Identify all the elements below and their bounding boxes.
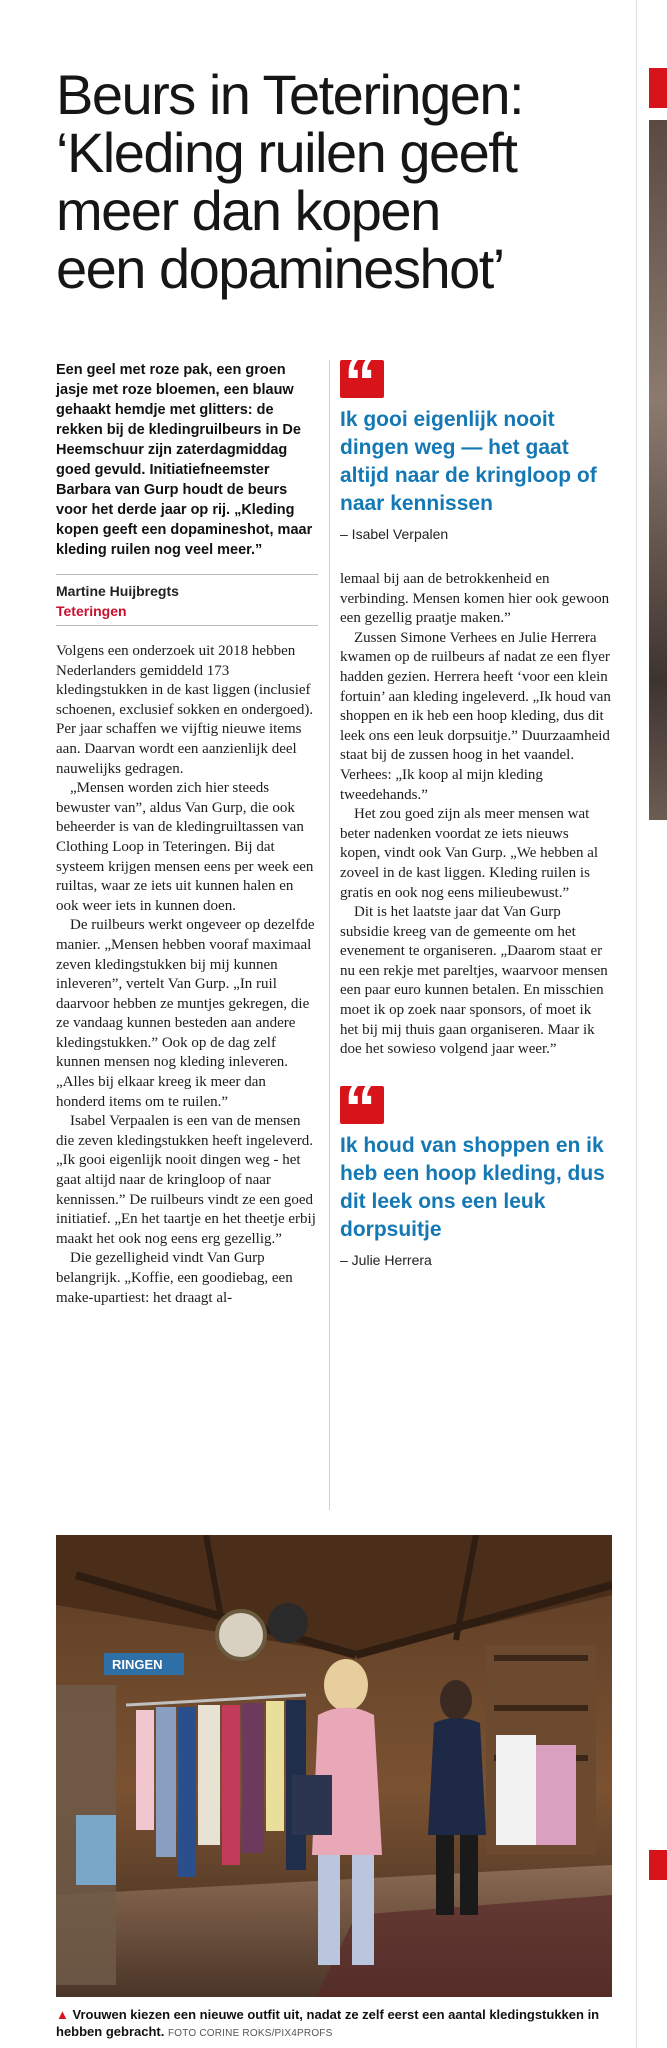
pull-quote-1 [340, 346, 612, 542]
adjacent-red-block [649, 1850, 667, 1880]
caption-text: Vrouwen kiezen een nieuwe outfit uit, nadat ze zelf eerst een aantal kledingstukken in hebben gebracht. [56, 2007, 600, 2039]
body-right [340, 570, 612, 1060]
body-paragraph: Het zou goed zijn als meer mensen wat beter nadenken voordat ze iets nieuws kopen, vindt ook Van Gurp. „We hebben al zoveel in de kast liggen. Kleding ruilen is gratis en ook nog eens milieubewust.” [340, 806, 599, 901]
body-paragraph: Volgens een onderzoek uit 2018 hebben Nederlanders gemiddeld 173 kledingstukken in de kast liggen (inclusief schoenen, exclusief sokken en ondergoed). Per jaar schaffen we vijftig nieuwe items aan. Daarvan wordt een aanzienlijk deel nauwelijks gedragen. [56, 643, 314, 777]
pull-quote-2 [340, 1071, 612, 1268]
pull-quote-attribution: – Julie Herrera [340, 1251, 432, 1268]
quote-mark-icon: “ [340, 1086, 384, 1124]
triangle-icon: ▲ [56, 2007, 69, 2022]
article-header [56, 63, 612, 300]
adjacent-photo [649, 120, 667, 820]
pull-quote-attribution: – Isabel Verpalen [340, 526, 449, 542]
photo-sign-text: RINGEN [112, 1657, 163, 1672]
quote-mark-icon: “ [340, 360, 384, 398]
body-paragraph: Die gezelligheid vindt Van Gurp belangrijk. „Koffie, een goodiebag, een make-upartiest: het draagt al- [56, 1250, 293, 1306]
body-paragraph: lemaal bij aan de betrokkenheid en verbinding. Mensen komen hier ook gewoon een gezellig praatje maken.” [340, 571, 610, 627]
photo-illustration [56, 1535, 612, 1997]
body-left [56, 642, 318, 1308]
author-name: Martine Huijbregts [56, 583, 179, 599]
dateline-location: Teteringen [56, 603, 318, 626]
body-paragraph: Dit is het laatste jaar dat Van Gurp subsidie kreeg van de gemeente om het evenement te organiseren. „Daarom staat er nu een rekje met pareltjes, waarvoor mensen een paar euro kunnen betalen. En misschien moet ik op zoek naar sponsors, of moet ik het bij mij thuis gaan organiseren. Maar ik doe het sowieso volgend jaar weer.” [340, 904, 608, 1058]
photo-credit: FOTO CORINE ROKS/PIX4PROFS [167, 2028, 333, 2039]
column-divider [329, 360, 330, 1510]
right-column [340, 346, 612, 1278]
pull-quote-text: Ik gooi eigenlijk nooit dingen weg — het gaat altijd naar de kringloop of naar kennissen [340, 408, 597, 515]
photo-caption [56, 2006, 616, 2042]
left-column [56, 360, 318, 1308]
body-paragraph: De ruilbeurs werkt ongeveer op dezelfde manier. „Mensen hebben vooraf maximaal zeven kledingstukken bij mij kunnen inleveren”, vertelt Van Gurp. „In ruil daarvoor hebben ze muntjes gekregen, die ze vandaag kunnen besteden aan andere kledingstukken.” Ook op de dag zelf kunnen mensen nog kleding inleveren. „Alles bij elkaar kreeg ik meer dan honderd items om te ruilen.” [56, 917, 315, 1110]
headline: Beurs in Teteringen: ‘Kleding ruilen geeft meer dan kopen een dopamineshot’ [56, 63, 524, 300]
adjacent-red-block [649, 68, 667, 108]
byline [56, 574, 318, 626]
pull-quote-text: Ik houd van shoppen en ik heb een hoop kleding, dus dit leek ons een leuk dorpsuitje [340, 1133, 605, 1241]
body-paragraph: Isabel Verpaalen is een van de mensen die zeven kledingstukken heeft ingeleverd. „Ik gooi eigenlijk nooit dingen weg - het gaat altijd naar de kringloop of naar kennissen.” De ruilbeurs vindt ze een goed initiatief. „En het taartje en het theetje erbij maakt het ook nog eens erg gezellig.” [56, 1113, 316, 1247]
body-paragraph: „Mensen worden zich hier steeds bewuster van”, aldus Van Gurp, die ook beheerder is van de kledingruiltassen van Clothing Loop in Teteringen. Bij dat systeem krijgen mensen eens per week een ruiltas, waar ze iets uit kunnen halen en ook weer iets in kunnen doen. [56, 780, 314, 914]
body-paragraph: Zussen Simone Verhees en Julie Herrera kwamen op de ruilbeurs af nadat ze een flyer hadden gezien. Herrera heeft ‘voor een klein fortuin’ aan kleding ingeleverd. „Ik houd van shoppen en ik heb een hoop kleding, dus dit leek ons een leuk dorpsuitje.” Duurzaamheid staat bij de zussen hoog in het vaandel. Verhees: „Ik koop al mijn kleding tweedehands.” [340, 629, 611, 803]
adjacent-page-edge [636, 0, 667, 2048]
intro-paragraph: Een geel met roze pak, een groen jasje met roze bloemen, een blauw gehaakt hemdje met glitters: de rekken bij de kledingruilbeurs in De Heemschuur zijn zaterdagmiddag goed gevuld. Initiatiefneemster Barbara van Gurp houdt de beurs voor het derde jaar op rij. „Kleding kopen geeft een dopamineshot, maar kleding ruilen nog veel meer.” [56, 362, 313, 558]
article-photo [56, 1535, 612, 1997]
